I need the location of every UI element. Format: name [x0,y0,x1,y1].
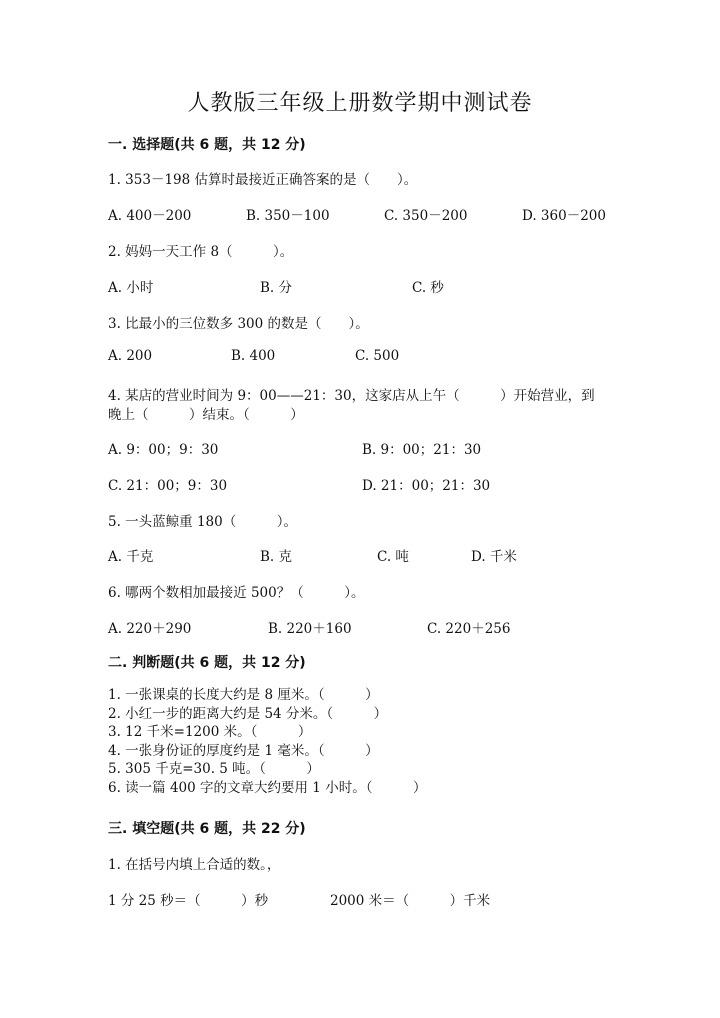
choice-question-6: 6. 哪两个数相加最接近 500？（ ）。 [108,585,365,601]
judge-item-3: 3. 12 千米=1200 米。（ ） [108,724,312,740]
judge-item-1: 1. 一张课桌的长度大约是 8 厘米。（ ） [108,687,379,703]
choice-q2-option-a: A. 小时 [108,280,154,296]
choice-question-1: 1. 353－198 估算时最接近正确答案的是（ ）。 [108,172,418,188]
choice-q1-option-d: D. 360－200 [522,208,606,224]
choice-question-3: 3. 比最小的三位数多 300 的数是（ ）。 [108,316,369,332]
choice-q4-option-c: C. 21：00；9：30 [108,478,228,494]
judge-item-6: 6. 读一篇 400 字的文章大约要用 1 小时。（ ） [108,779,427,796]
choice-q4-option-b: B. 9：00；21：30 [362,442,482,458]
choice-q3-option-b: B. 400 [231,348,276,364]
fill-q1-item-1: 1 分 25 秒＝（ ）秒 [108,893,269,909]
choice-question-4-line-2: 晚上（ ）结束。（ ） [108,407,304,423]
choice-question-2: 2. 妈妈一天工作 8（ ）。 [108,244,294,260]
section-heading-fill: 三. 填空题(共 6 题，共 22 分) [108,821,306,837]
fill-question-1: 1. 在括号内填上合适的数。， [108,857,281,873]
choice-q3-option-a: A. 200 [108,348,153,364]
choice-q2-option-b: B. 分 [260,280,293,296]
choice-q1-option-a: A. 400－200 [108,208,192,224]
section-heading-judge: 二. 判断题(共 6 题，共 12 分) [108,655,306,671]
choice-q1-option-c: C. 350－200 [384,208,468,224]
judge-item-2: 2. 小红一步的距离大约是 54 分米。（ ） [108,705,388,722]
choice-q6-option-b: B. 220＋160 [268,621,352,637]
choice-q5-option-c: C. 吨 [377,549,409,565]
section-heading-choice: 一. 选择题(共 6 题，共 12 分) [108,137,306,153]
choice-question-5: 5. 一头蓝鲸重 180（ ）。 [108,514,297,530]
page-title: 人教版三年级上册数学期中测试卷 [187,91,533,116]
choice-q3-option-c: C. 500 [355,348,400,364]
choice-q5-option-d: D. 千米 [471,549,517,565]
choice-q4-option-a: A. 9：00；9：30 [108,442,219,458]
choice-q5-option-a: A. 千克 [108,549,154,565]
judge-item-5: 5. 305 千克=30. 5 吨。（ ） [108,761,320,777]
choice-q5-option-b: B. 克 [260,549,293,565]
judge-item-4: 4. 一张身份证的厚度约是 1 毫米。（ ） [108,742,379,759]
choice-q6-option-c: C. 220＋256 [427,621,511,637]
fill-q1-item-2: 2000 米＝（ ）千米 [330,893,491,909]
choice-q1-option-b: B. 350－100 [246,208,330,224]
choice-question-4-line-1: 4. 某店的营业时间为 9：00——21：30，这家店从上午（ ）开始营业，到 [108,388,595,404]
choice-q6-option-a: A. 220＋290 [108,621,192,637]
choice-q4-option-d: D. 21：00；21：30 [362,478,491,494]
choice-q2-option-c: C. 秒 [412,280,444,296]
